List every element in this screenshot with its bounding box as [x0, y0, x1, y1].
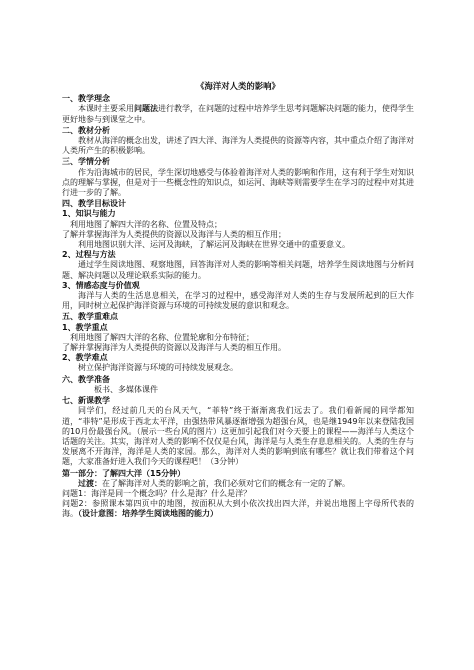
new-lesson-text: 同学们，经过前几天的台风天气，“菲特”终于渐渐离我们远去了。我们看新闻的同学都知道，“菲特”是形成于西北太平洋，由强热带风暴逐渐增强为超强台风，也是继1949年以来登陆我国的10月份最强台风。（展示一些台风的图片）这更加引起我们对今天要上的课程——海洋与人类这个话题的关注。其实，海洋对人类的影响不仅仅是台风，海洋是与人类生存息息相关的。人类的生存与发展离不开海洋，海洋是人类的家园。那么，海洋对人类的影响到底有哪些？就让我们带着这个问题，大家准备好进入我们今天的课程吧！（3分钟） — [62, 406, 414, 467]
subheading-knowledge: 1、知识与能力 — [62, 209, 116, 219]
knowledge-line-2: 了解并掌握海洋为人类提供的资源以及海洋与人类的相互作用； — [62, 229, 286, 239]
subheading-key-point: 1、教学重点 — [62, 322, 108, 332]
subheading-values: 3、情感态度与价值观 — [62, 280, 140, 290]
subheading-process: 2、过程与方法 — [62, 250, 116, 260]
knowledge-line-1: 利用地图了解四大洋的名称、位置及特点； — [70, 219, 222, 229]
subheading-difficulty: 2、教学难点 — [62, 353, 108, 363]
section-heading-textbook-analysis: 二、教材分析 — [62, 125, 110, 135]
document-body — [62, 81, 414, 520]
question-1: 问题1：海洋是同一个概念吗？什么是海？什么是洋？ — [62, 488, 252, 498]
section-heading-new-lesson: 七、新课教学 — [62, 396, 110, 406]
process-text: 通过学生阅读地图、观察地图，回答海洋对人类的影响等相关问题，培养学生阅读地图与分析问题、解决问题以及理论联系实际的能力。 — [62, 260, 414, 280]
bold-term: 问题法 — [134, 104, 158, 114]
key-point-line-1: 利用地图了解四大洋的名称、位置轮廓和分布特征； — [70, 332, 254, 342]
section-heading-learner-analysis: 三、学情分析 — [62, 157, 110, 167]
section-heading-objectives: 四、教学目标设计 — [62, 199, 126, 209]
section-heading-key-points: 五、教学重难点 — [62, 312, 118, 322]
teaching-philosophy-text: 本课时主要采用问题法进行教学，在问题的过程中培养学生思考问题解决问题的能力，使得学生更好地参与到课堂之中。 — [62, 104, 414, 124]
section-heading-preparation: 六、教学准备 — [62, 374, 110, 384]
difficulty-text: 树立保护海洋资源与环境的可持续发展观念。 — [78, 363, 238, 373]
values-text: 海洋与人类的生活息息相关，在学习的过程中，感受海洋对人类的生存与发展所起到的巨大作用，同时树立起保护海洋资源与环境的可持续发展的意识和观念。 — [62, 291, 414, 311]
document-title: 《海洋对人类的影响》 — [196, 81, 280, 91]
knowledge-line-3: 利用地图识别大洋、运河及海峡，了解运河及海峡在世界交通中的重要意义。 — [78, 240, 350, 250]
question-2: 问题2：参照课本第四页中的地图，按面积从大到小依次找出四大洋，并说出地图上字母所代表的海。（设计意图：培养学生阅读地图的能力） — [62, 499, 414, 519]
preparation-text: 板书、多媒体课件 — [94, 384, 158, 394]
textbook-analysis-text: 教材从海洋的概念出发，讲述了四大洋、海洋为人类提供的资源等内容，其中重点介绍了海洋对人类所产生的积极影响。 — [62, 136, 414, 156]
part-one-heading: 第一部分：了解四大洋（15分钟） — [62, 468, 186, 478]
transition-line: 过渡：在了解海洋对人类的影响之前，我们必须对它们的概念有一定的了解。 — [78, 478, 350, 488]
transition-label: 过渡： — [78, 478, 102, 488]
design-intent: （设计意图：培养学生阅读地图的能力） — [78, 509, 218, 519]
key-point-line-2: 了解并掌握海洋为人类提供的资源以及海洋与人类的相互作用。 — [62, 343, 286, 353]
section-heading-teaching-philosophy: 一、教学理念 — [62, 94, 110, 104]
learner-analysis-text: 作为沿海城市的居民，学生深切地感受与体验着海洋对人类的影响和作用，这有利于学生对知识点的理解与掌握，但是对于一些概念性的知识点，如运河、海峡等则需要学生在学习的过程中对其进行进一步的了解。 — [62, 167, 414, 198]
